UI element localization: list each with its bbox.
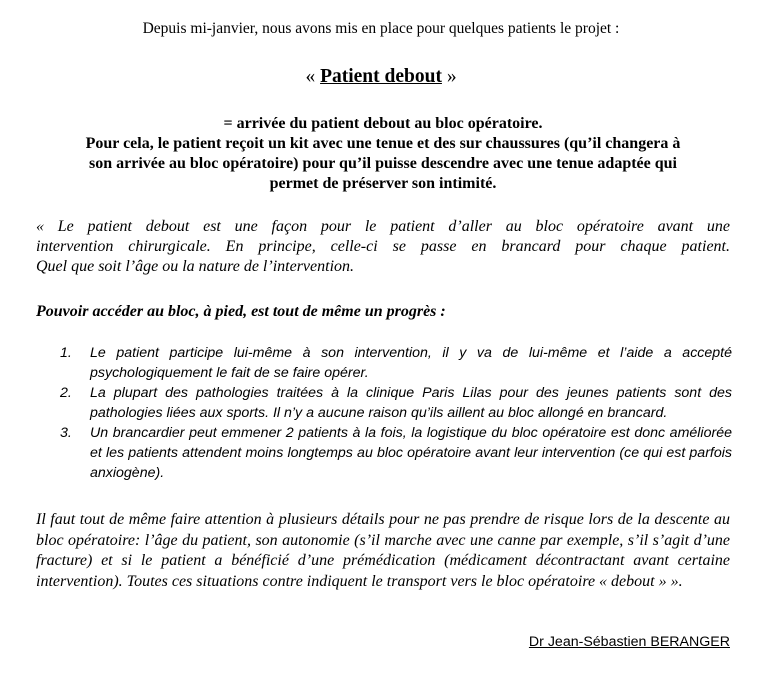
quote-line: « Le patient debout est une façon pour le patient d’aller au bloc opératoire avant une	[36, 218, 730, 235]
benefits-list	[60, 343, 732, 483]
list-item-number: 3.	[60, 425, 72, 441]
list-item-text: Un brancardier peut emmener 2 patients à la fois, la logistique du bloc opératoire est donc améliorée et les patients attendent moins longtemps au bloc opératoire avant leur intervention (ce qui est parfois anxiogène).	[90, 425, 732, 481]
project-title	[0, 66, 762, 88]
list-item-text: Le patient participe lui-même à son intervention, il y va de lui-même et l’aide a accepté psychologiquement le fait de se faire opérer.	[90, 345, 732, 381]
title-open-quote: «	[305, 66, 321, 87]
signature: Dr Jean-Sébastien BERANGER	[528, 634, 730, 650]
quote-line: intervention chirurgicale. En principe, celle-ci se passe en brancard pour chaque patient.	[36, 238, 730, 255]
title-close-quote: »	[441, 66, 457, 87]
quote-paragraph	[36, 217, 730, 277]
list-item	[60, 423, 732, 483]
definition-line: = arrivée du patient debout au bloc opératoire.	[223, 115, 543, 132]
definition-line: permet de préserver son intimité.	[269, 175, 497, 192]
definition-block	[30, 114, 736, 194]
quote-line: Quel que soit l’âge ou la nature de l’intervention.	[36, 258, 355, 275]
list-item-number: 1.	[60, 345, 72, 361]
intro-line: Depuis mi-janvier, nous avons mis en place pour quelques patients le projet :	[142, 20, 620, 37]
definition-line: Pour cela, le patient reçoit un kit avec une tenue et des sur chaussures (qu’il changera à	[85, 135, 681, 152]
list-item-number: 2.	[60, 385, 72, 401]
list-item	[60, 383, 732, 423]
title-text: Patient debout	[320, 66, 442, 87]
list-heading: Pouvoir accéder au bloc, à pied, est tout de même un progrès :	[36, 303, 446, 320]
list-item	[60, 343, 732, 383]
definition-line: son arrivée au bloc opératoire) pour qu’il puisse descendre avec une tenue adaptée qui	[89, 155, 677, 172]
list-item-text: La plupart des pathologies traitées à la clinique Paris Lilas pour des jeunes patients sont des pathologies liées aux sports. Il n’y a aucune raison qu’ils aillent au bloc allongé en brancard.	[90, 385, 732, 421]
closing-paragraph: Il faut tout de même faire attention à plusieurs détails pour ne pas prendre de risque lors de la descente au bloc opératoire: l’âge du patient, son autonomie (s’il marche avec une canne par exemple, s’il s’agit d’une fracture) et si le patient a bénéficié d’une prémédication (médicament décontractant avant certaine intervention). Toutes ces situations contre indiquent le transport vers le bloc opératoire « debout » ».	[36, 511, 730, 590]
